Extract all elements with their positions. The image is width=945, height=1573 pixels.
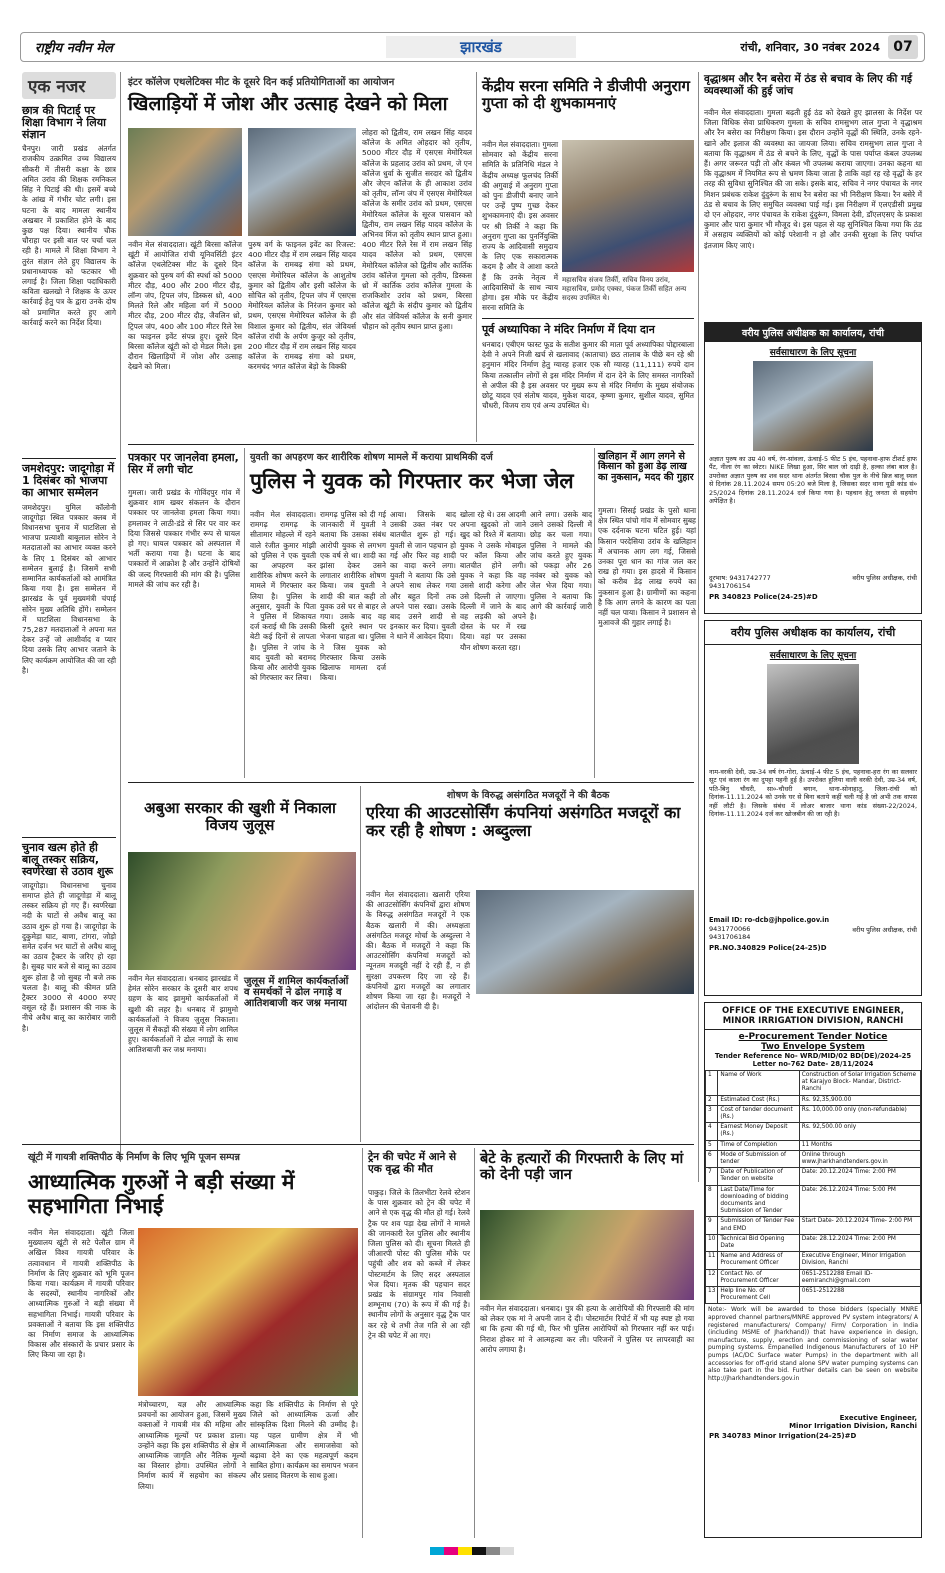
notice2-email: Email ID: ro-dcb@jhpolice.gov.in <box>709 916 830 924</box>
divider <box>22 458 116 459</box>
tender-cell: Start Date- 20.12.2024 Time- 2:00 PM <box>799 1217 920 1234</box>
fire-headline: खलिहान में आग लगने से किसान को हुआ डेढ़ लाख का नुकसान, मदद की गुहार <box>598 451 694 483</box>
tender-notice <box>704 1002 922 1538</box>
tender-cell: 0651-2512288 <box>799 1287 920 1304</box>
youth-col5: आने लगा। उसके बाद उसने उसको दिल्ली में छोड़ कर चला गया। पुलिस ने मामले की जांच करते हुए युवक को पकड़ा और 26 नवंबर को युवक को जेल भेज दिया गया। पुलिस ने बताया कि आगे की कार्रवाई जारी है। <box>530 510 592 622</box>
abua-body: नवीन मेल संवाददाता। धनबाद झारखंड में हेमंत सोरेन सरकार के दूसरी बार शपथ ग्रहण के बाद झामुमो कार्यकर्ताओं में खुशी की लहर है। धनबाद में झामुमो कार्यकर्ताओं ने विजय जुलूस निकाला। जुलूस में सैकड़ों की संख्या में लोग शामिल हुए। कार्यकर्ताओं ने ढोल नगाड़ों के साथ आतिशबाजी कर जश्न मनाया। <box>128 974 238 1055</box>
column-divider <box>362 1148 363 1538</box>
notice2-sub: सर्वसाधारण के लिए सूचना <box>769 651 857 661</box>
divider <box>128 782 694 783</box>
tender-row <box>706 1252 921 1269</box>
tender-cell: Rs. 92,35,900.00 <box>799 1095 920 1105</box>
tender-cell: Help line No. of Procurement Cell <box>718 1287 799 1304</box>
youth-col3: आया। जिसके बाद उसकी उक्त नंबर पर बातचीत शुरू हो गई। युवती से जान पहचान हो गई और फिर वह शादी का वादा करने लगा। युवती ने बताया कि उसे अपने साथ लेकर गया और बहुत दिनों तक अपने पास रखा। उसके बाद उसने शादी से इनकार कर दिया। युवती ने थाने में आवेदन दिया। <box>390 510 456 642</box>
masthead: राष्ट्रीय नवीन मेल <box>35 41 113 56</box>
tender-cell: 4 <box>706 1123 718 1140</box>
tender-cell: Name and Address of Procurement Officer <box>718 1252 799 1269</box>
divider <box>22 1144 694 1145</box>
outsourcing-headline: एरिया की आउटसोर्सिंग कंपनियां असंगठित मजदूरों का कर रही है शोषण : अब्दुल्ला <box>366 803 681 840</box>
oldage-body: नवीन मेल संवाददाता। गुमला बढ़ती हुई ठंड को देखते हुए झालसा के निर्देश पर जिला विधिक सेवा प्राधिकरण गुमला के सचिव रामसुभग लाल गुप्ता ने वृद्धाश्रम और रैन बसेरा का निरीक्षण किया। इस दौरान उन्होंने वृद्धों की स्थिति, उनके रहने-खाने और इलाज की व्यवस्था का जायजा लिया। सचिव रामसुभग लाल गुप्ता ने बताया कि वृद्धाश्रम में ठंड से बचने के लिए, वृद्धों के पास पर्याप्त कंबल उपलब्ध हैं। अगर जरूरत पड़ी तो और कंबल भी उपलब्ध कराया जाएगा। उनका कहना था कि वृद्धाश्रम में नियमित रूप से भ्रमण किया जाता है ताकि वहां रह रहे वृद्धों के हर तरह की सुविधा सुनिश्चित की जा सके। इसके बाद, सचिव ने नगर पंचायत के नगर मिशन प्रबंधक राकेश दुंदुरूंग के साथ रैन बसेरा का भी निरीक्षण किया। रैन बसेरे में ठंड से बचाव के लिए समुचित व्यवस्था पाई गई। इस निरीक्षण में एलएडीसी प्रमुख दो एन ओहदार, नगर पंचायत के राकेश दुंदुरूंग, विमला देवी, डॉएलएसए के प्रकाश कुमार और पारा कुमार भी मौजूद थे। इस पहल से यह सुनिश्चित किया गया कि ठंड में असहाय व्यक्तियों को कोई परेशानी न हो और उनकी सुरक्षा के लिए पर्याप्त इंतजाम किए जाएं। <box>704 108 922 250</box>
gayatri-col2: मंत्रोच्चारण, यज्ञ और आध्यात्मिक प्रवचनों का आयोजन हुआ, जिसमें मुख्य वक्ताओं ने गायत्री मंत्र की महिमा और आध्यात्मिक मूल्यों पर प्रकाश डाला। उन्होंने कहा कि इस शक्तिपीठ से क्षेत्र में आध्यात्मिक जागृति और नैतिक मूल्यों का विस्तार होगा। उपस्थित लोगों ने निर्माण कार्य में सहयोग का संकल्प लिया। <box>138 1400 246 1491</box>
color-registration <box>430 1547 514 1555</box>
notice2-org: वरीय पुलिस अधीक्षक का कार्यालय, रांची <box>705 621 921 645</box>
temple-body: धनबाद। एबीएम फास्ट फूड के सतीश कुमार की माता पूर्व अध्यापिका पोद्दारबाला देवी ने अपने निजी खर्च से खलावाद (काताचा) छठ तालाब के पीछे बन रहे श्री हनुमान मंदिर निर्माण हेतु ग्यारह हजार एक सौ ग्यारह (11,111) रुपये दान किया तत्कालीन लोगों से इस मंदिर निर्माण में दान देने के लिए समस्त नागरिकों से अपील की है इस अवसर पर मुख्य रूप से मंदिर निर्माण के मुख्य संयोजक छोटू यादव एवं संतोष यादव, मुकेश यादव, कृष्णा कुमार, सुशील यादव, सुमित चौधरी, विजय राय एवं अन्य उपस्थित थे। <box>482 340 694 411</box>
tender-cell: Estimated Cost (Rs.) <box>718 1095 799 1105</box>
tender-cell: Rs. 10,000.00 only (non-refundable) <box>799 1105 920 1122</box>
tender-row <box>706 1287 921 1304</box>
athletics-kicker: इंटर कॉलेज एथलेटिक्स मीट के दूसरे दिन कई प्रतियोगिताओं का आयोजन <box>128 77 395 88</box>
tender-cell: 11 Months <box>799 1140 920 1150</box>
sarna-headline: केंद्रीय सरना समिति ने डीजीपी अनुराग गुप्ता को दी शुभकामनाएं <box>482 77 691 112</box>
tender-row <box>706 1234 921 1251</box>
column-divider <box>476 72 477 442</box>
tender-cell: Submission of Tender Fee and EMD <box>718 1217 799 1234</box>
column-divider <box>244 448 245 778</box>
brief-2-body: जमशेदपुर। युमिल कॉलोनी जादूगोड़ा स्थित पत्रकार क्लब में विधानसभा चुनाव में घाटशिला से भाजपा प्रत्याशी बाबूलाल सोरेन ने मतदाताओं का आभार व्यक्त करने के लिए 1 दिसंबर को आभार सम्मेलन बुलाई है। जिसमें सभी सम्मानित कार्यकर्ताओं को आमंत्रित किया गया है। इस सम्मेलन में झारखंड के पूर्व मुख्यमंत्री चंपाई सोरेन मुख्य अतिथि होंगे। सम्मेलन में घाटशिला विधानसभा के 75,287 मतदाताओं ने अपना मत देकर उन्हें जो आशीर्वाद व प्यार दिया उसके लिए आभार जताने के लिए कार्यक्रम आयोजित की जा रही है। <box>22 502 116 675</box>
tender-cell: 0651-2512288 Email ID- eemiranchi@gmail.com <box>799 1269 920 1286</box>
tender-cell: Rs. 92,500.00 only <box>799 1123 920 1140</box>
train-headline: ट्रेन की चपेट में आने से एक वृद्ध की मौत <box>368 1151 457 1175</box>
tender-row <box>706 1150 921 1167</box>
tender-cell: Last Date/Time for downloading of bidding documents and Submission of Tender <box>718 1185 799 1217</box>
notice1-pr: PR 340823 Police(24-25)#D <box>709 593 818 601</box>
gayatri-col1: नवीन मेल संवाददाता। खूंटी जिला मुख्यालय खूंटी से सटे पेलौल ग्राम में अखिल विश्व गायत्री परिवार के तत्वावधान में गायत्री शक्तिपीठ के निर्माण के लिए शुक्रवार को भूमि पूजन किया गया। कार्यक्रम में गायत्री परिवार के सदस्यों, स्थानीय नागरिकों और आध्यात्मिक गुरुओं ने बड़ी संख्या में सहभागिता निभाई। गायत्री परिवार के प्रवक्ताओं ने बताया कि इस शक्तिपीठ का निर्माण समाज के आध्यात्मिक विकास और संस्कारों के प्रचार प्रसार के लिए किया जा रहा है। <box>28 1228 134 1360</box>
notice2-pr: PR.NO.340829 Police(24-25)D <box>709 944 827 952</box>
tender-row <box>706 1071 921 1096</box>
tender-title: e-Procurement Tender Notice <box>738 1032 888 1042</box>
youth-col1: नवीन मेल संवाददाता। रामगढ़ रामगढ़ के सीतामार मोहल्ले में रहने वाले रंजीत कुमार मांझी को पुलिस ने एक युवती का अपहरण कर शारीरिक शोषण करने के मामले में गिरफ्तार कर लिया है। पुलिस के अनुसार, युवती के पिता ने पुलिस में शिकायत दर्ज कराई थी कि उसकी बेटी कई दिनों से लापता है। पुलिस ने जांच के बाद युवती को बरामद किया और आरोपी युवक को गिरफ्तार कर लिया। <box>250 510 316 683</box>
tender-row <box>706 1140 921 1150</box>
tender-cell: Mode of Submission of tender <box>718 1150 799 1167</box>
athletics-photo <box>128 128 242 236</box>
notice1-contact: दूरभाष: 9431742777 <box>709 574 771 582</box>
tender-cell: 9 <box>706 1217 718 1234</box>
tender-letter: Letter no-762 Date- 28/11/2024 <box>752 1060 874 1068</box>
tender-cell: Construction of Solar Irrigation Scheme at Karajyo Block- Mandar, District- Ranchi <box>799 1071 920 1096</box>
notice1-photo <box>753 361 873 451</box>
tender-cell: Date of Publication of Tender on website <box>718 1168 799 1185</box>
tender-ref: Tender Reference No- WRD/MID/02 BD(DE)/2024-25 <box>714 1052 912 1060</box>
notice1-body: अज्ञात पुरुष का उम्र 40 वर्ष, रंग-सांवला, ऊंचाई-5 फीट 5 इंच, पहनावा-हाफ टीशर्ट हाफ पैंट, नीला रंग का स्वेटर। NIKE लिखा हुआ, सिर बाल जो दाढ़ी है, हल्का लंबा बाल है। उपरोक्त अज्ञात पुरुष का शव सदर थाना अंतर्गत बिरसा चौक पुल के नीचे ब्रिज बालू स्थल से दिनांक 28.11.2024 समय 05:20 बजे मिला है, जिसका सदर थाना यूडी कांड सं० 25/2024 दिनांक 28.11.2024 दर्ज किया गया है। पहचान हेतु जनता से सहयोग अपेक्षित है। <box>709 455 917 506</box>
tender-row <box>706 1168 921 1185</box>
divider <box>22 837 116 838</box>
notice1-contact: 9431706154 <box>709 582 751 590</box>
sarna-caption: महासचिव संजय तिर्की, सचिव विनय उरांव, महासचिव, प्रमोद एक्का, पंकज तिर्की सहित अन्य सदस्य उपस्थित थे। <box>562 276 687 302</box>
son-photo <box>480 1210 694 1300</box>
son-body: नवीन मेल संवाददाता। धनबाद। पुत्र की हत्या के आरोपियों की गिरफ्तारी की मांग को लेकर एक मां ने अपनी जान दे दी। पोस्टमार्टम रिपोर्ट में भी यह स्पष्ट हो गया था कि हत्या की गई थी, फिर भी पुलिस आरोपियों को गिरफ्तार नहीं कर पाई। निराश होकर मां ने आत्महत्या कर ली। परिजनों ने पुलिस पर लापरवाही का आरोप लगाया है। <box>480 1304 694 1354</box>
oldage-headline: वृद्धाश्रम और रैन बसेरा में ठंड से बचाव के लिए की गई व्यवस्थाओं की हुई जांच <box>704 73 913 97</box>
tender-cell: 7 <box>706 1168 718 1185</box>
tender-cell: 8 <box>706 1185 718 1217</box>
tender-cell: Date: 26.12.2024 Time: 5:00 PM <box>799 1185 920 1217</box>
tender-cell: Earnest Money Deposit (Rs.) <box>718 1123 799 1140</box>
gayatri-kicker: खूंटी में गायत्री शक्तिपीठ के निर्माण के लिए भूमि पूजन सम्पन्न <box>28 1152 240 1163</box>
tender-cell: Date: 20.12.2024 Time: 2:00 PM <box>799 1168 920 1185</box>
youth-headline: पुलिस ने युवक को गिरफ्तार कर भेजा जेल <box>250 469 574 493</box>
tender-note: Note:- Work will be awarded to those bidders (specially MNRE approved channel partners/MNRE approved PV system integrators/ A registered manufacturers/ Company/ Firm/ Corporation in India (including MSME of Jharkhand)) that have experience in design, manufacture, supply, erection and commissioning of solar water pumping systems. Empanelled Indigenous Manufacturers of 10 HP pumps (AC/DC Surface water Pumps) in the department with all accessories for off-grid stand alone SPV water pumping systems can also take part in the bid. Further details can be seen on website http://jharkhandtenders.gov.in <box>708 1306 918 1382</box>
tender-row <box>706 1123 921 1140</box>
gayatri-col3: कहा कि शक्तिपीठ के निर्माण से पूरे जिले को आध्यात्मिक ऊर्जा और सांस्कृतिक दिशा मिलने की उम्मीद है। यह पहल ग्रामीण क्षेत्र में भी आध्यात्मिकता और समाजसेवा को बढ़ावा देने का एक महत्वपूर्ण कदम साबित होगा। कार्यक्रम का समापन भजन और प्रसाद वितरण के साथ हुआ। <box>250 1400 358 1481</box>
brief-1-body: चैनपुर। जारी प्रखंड अंतर्गत राजकीय उत्क्रमित उच्च विद्यालय सीकरी में तीसरी कक्षा के छात्र अमित उरांव की शिक्षक रमनिकल सिंह ने पिटाई की थी। इसमें बच्चे के आंख में गंभीर चोट लगी। इस घटना के बाद मामला स्थानीय अखबार में प्रकाशित होने के बाद कुछ पक्ष दिया। स्थानीय चौक चौराहा पर इसी बात पर चर्चा चल रही है। मामले में शिक्षा विभाग ने तुरंत संज्ञान लेते हुए विद्यालय के प्रधानाध्यापक को फटकार भी लगाई है। जिला शिक्षा पदाधिकारी कविता खलखो ने शिक्षक के ऊपर कार्रवाई हेतु पत्र के द्वारा उनके दोष को प्रमाणित करते हुए आगे कार्रवाई करने का निर्देश दिया। <box>22 144 116 327</box>
tender-office: OFFICE OF THE EXECUTIVE ENGINEER, MINOR IRRIGATION DIVISION, RANCHI <box>705 1003 921 1030</box>
tender-cell: 11 <box>706 1252 718 1269</box>
tender-cell: 13 <box>706 1287 718 1304</box>
tender-row <box>706 1185 921 1217</box>
athletics-col2: पुरुष वर्ग के फाइनल इवेंट का रिजल्ट: 400 मीटर दौड़ में राम लखन सिंह यादव कॉलेज के रामबढ़ संगा को प्रथम, एसएस मेमोरियल कॉलेज के आशुतोष कुमार को द्वितीय और इसी कॉलेज के सोचित को तृतीय, ट्रिपल जंप में एसएस मेमोरियल कॉलेज के निरंजन कुमार को प्रथम, एसएस मेमोरियल कॉलेज के ही विशाल कुमार को द्वितीय, संत जेवियर्स कॉलेज रांची के अर्पण कुजूर को तृतीय, 200 मीटर दौड़ में राम लखन सिंह यादव कॉलेज के रामबढ़ संगा को प्रथम, करमचंद भगत कॉलेज बेड़ो के विक्की <box>248 240 356 372</box>
tender-table <box>705 1070 921 1304</box>
registration-bar <box>22 1546 922 1556</box>
police-notice-1 <box>704 322 922 614</box>
tender-cell: 1 <box>706 1071 718 1096</box>
divider <box>128 444 694 445</box>
tender-cell: Executive Engineer, Minor Irrigation Division, Ranchi <box>799 1252 920 1269</box>
divider <box>482 318 694 319</box>
tender-row <box>706 1217 921 1234</box>
notice2-contact: 9431770066 <box>709 925 751 933</box>
gayatri-photo <box>138 1228 358 1396</box>
section-label: झारखंड <box>386 36 576 58</box>
abua-photo <box>128 852 356 970</box>
youth-kicker: युवती का अपहरण कर शारीरिक शोषण मामले में कराया प्राथमिकी दर्ज <box>250 452 493 463</box>
sarna-story <box>482 78 694 111</box>
brief-3-title: चुनाव खत्म होते ही बालू तस्कर सक्रिय, स्वर्णरेखा से उठाव शुरू <box>22 840 114 878</box>
column-divider <box>120 72 121 1162</box>
date-line: रांची, शनिवार, 30 नवंबर 2024 <box>740 40 880 54</box>
brief-3-body: जादूगोड़ा। विधानसभा चुनाव समाप्त होते ही जादूगोड़ा में बालू तस्कर सक्रिय हो गए हैं। स्वर्णरेखा नदी के घाटों से अवैध बालू का उठाव शुरू हो गया है। जादूगोड़ा के दुकुमेड़ा घाट, बाणा, टांगरा, जोड़ो समेत दर्जन भर घाटों से अवैध बालू का उठाव ट्रैक्टर के जरिए हो रहा है। सुबह चार बजे से बालू का उठाव शुरू होता है जो सुबह नौ बजे तक चलता है। बालू की कीमत प्रति ट्रैक्टर 3000 से 4000 रुपए वसूल रहे हैं। प्रशासन की नाक के नीचे अवैध बालू का कारोबार जारी है। <box>22 880 116 1033</box>
fire-body: गुमला। सिसई प्रखंड के पुसो थाना क्षेत्र स्थित पांचो गांव में सोमवार सुबह एक दर्दनाक घटना घटित हुई। यहां किसान परदेसिया उरांव के खलिहान में अचानक आग लग गई, जिससे उनका पूरा धान का गांज जल कर राख हो गया। इस हादसे में किसान को करीब डेढ़ लाख रुपये का नुकसान हुआ है। ग्रामीणों का कहना है कि आग लगने के कारण का पता नहीं चल पाया। किसान ने प्रशासन से मुआवजे की गुहार लगाई है। <box>598 506 696 628</box>
tender-cell: 6 <box>706 1150 718 1167</box>
athletics-col1: नवीन मेल संवाददाता। खूंटी बिरसा कॉलेज खूंटी में आयोजित रांची यूनिवर्सिटी इंटर कॉलेज एथलेटिक्स मीट के दूसरे दिन शुक्रवार को पुरुष वर्ग की स्पर्धा को 5000 मीटर दौड़, 400 और 200 मीटर दौड़, लॉन्ग जंप, ट्रिपल जंप, डिस्कस थ्रो, 400 मिलते रिले और महिला वर्ग में 5000 मीटर दौड़, 200 मीटर दौड़, जैवलिन थ्रो, ट्रिपल जंप, 400 और 100 मीटर रिले रेस का फाइनल इवेंट संपन्न हुए। दूसरे दिन बिरसा कॉलेज खूंटी को दो मेडल मिले। इस दौरान खिलाड़ियों में जोश और उत्साह देखने को मिला। <box>128 240 242 372</box>
temple-headline: पूर्व अध्यापिका ने मंदिर निर्माण में दिया दान <box>482 323 655 336</box>
tender-sign-name: Executive Engineer, <box>839 1414 917 1423</box>
tender-sub: Two Envelope System <box>761 1042 865 1052</box>
ek-nazar-column <box>22 72 116 1162</box>
youth-col4: खोला रहे थे। उस आदमी अपना खुदको तो जाने खुद को रिश्ते में बताया। युवक ने उसके मोबाइल पर कॉल किया और बातचीत होने लगी। युवक ने कहा कि वह उससे शादी करेगा और उसे दिल्ली ले जाएगा। दिल्ली में जाने के बाद वह लड़की को अपने दोस्त के घर में रख दिया। वहां पर उसका यौन शोषण करता रहा। <box>460 510 526 652</box>
athletics-photo-2 <box>248 128 356 236</box>
journalist-headline: पत्रकार पर जानलेवा हमला, सिर में लगी चोट <box>128 451 239 477</box>
athletics-story <box>128 74 468 115</box>
outsourcing-kicker: शोषण के विरुद्ध असंगठित मजदूरों ने की बैठक <box>446 790 610 801</box>
train-body: पाकुड़। जिले के तिलभीटा रेलवे स्टेशन के पास शुक्रवार को ट्रेन की चपेट में आने से एक वृद्ध की मौत हो गई। रेलवे ट्रैक पर शव पड़ा देख लोगों ने मामले की जानकारी रेल पुलिस और स्थानीय जिला पुलिस को दी। सूचना मिलते ही जीआरपी पोस्ट की पुलिस मौके पर पहुंची और शव को कब्जे में लेकर पोस्टमार्टम के लिए सदर अस्पताल भेज दिया। मृतक की पहचान सदर प्रखंड के संग्रामपुर गांव निवासी शम्भूनाथ (70) के रूप में की गई है। स्थानीय लोगों के अनुसार वृद्ध ट्रैक पार कर रहे थे तभी तेज गति से आ रही ट्रेन की चपेट में आ गए। <box>368 1188 470 1340</box>
tender-row <box>706 1095 921 1105</box>
notice2-photo <box>767 664 859 764</box>
tender-cell: Time of Completion <box>718 1140 799 1150</box>
son-headline: बेटे के हत्यारों की गिरफ्तारी के लिए मां को देनी पड़ी जान <box>480 1151 684 1183</box>
column-divider <box>360 786 361 1142</box>
gayatri-headline: आध्यात्मिक गुरुओं ने बड़ी संख्या में सहभागिता निभाई <box>28 1170 295 1219</box>
outsourcing-body: नवीन मेल संवाददाता। खलारी एरिया की आउटसोर्सिंग कंपनियों द्वारा शोषण के विरुद्ध असंगठित मजदूरों ने एक बैठक खलारी में की। अध्यक्षता असंगठित मजदूर मोर्चा के अब्दुल्ला ने की। बैठक में मजदूरों ने कहा कि आउटसोर्सिंग कंपनियां मजदूरों को न्यूनतम मजदूरी नहीं दे रही हैं, न ही सुरक्षा उपकरण दिए जा रहे हैं। कंपनियों द्वारा मजदूरों का लगातार शोषण किया जा रहा है। मजदूरों ने आंदोलन की चेतावनी दी है। <box>366 890 470 1012</box>
abua-headline: अबुआ सरकार की खुशी में निकाला विजय जुलूस <box>144 799 336 834</box>
tender-cell: Online through www.jharkhandtenders.gov.in <box>799 1150 920 1167</box>
tender-row <box>706 1269 921 1286</box>
tender-sign-office: Minor Irrigation Division, Ranchi <box>789 1422 917 1431</box>
outsourcing-photo <box>476 890 694 994</box>
notice1-org: वरीय पुलिस अधीक्षक का कार्यालय, रांची <box>705 323 921 342</box>
notice2-body: नाम-वरकी देवी, उम्र-34 वर्ष रंग-गोरा, ऊंचाई-4 फीट 5 इंच, पहनावा-हरा रंग का सलवार सूट एवं काला रंग का दुपट्टा पहनी हुई है। उपरोक्त हुलिया वाली वरकी देवी, उम्र-34 वर्ष, पति-बिनु चौधरी, सा०-चौधरी बगान, थाना-सोनाहातु, जिला-रांची को दिनांक-11.11.2024 को उनके घर से बिना बताये कहीं चली गई है जो अभी तक वापस नहीं लौटी है। जिसके संबंध में लोअर बाजार थाना कांड संख्या-22/2024, दिनांक-11.11.2024 दर्ज कर खोजबीन की जा रही है। <box>709 768 917 819</box>
brief-1-title: छात्र की पिटाई पर शिक्षा विभाग ने लिया संज्ञान <box>22 104 106 142</box>
notice2-contact: 9431706184 <box>709 933 751 941</box>
tender-cell: Technical Bid Opening Date <box>718 1234 799 1251</box>
tender-cell: Date: 28.12.2024 Time: 2:00 PM <box>799 1234 920 1251</box>
athletics-col3: लोहरा को द्वितीय, राम लखन सिंह यादव कॉलेज के अमित ओहदार को तृतीय, 5000 मीटर दौड़ में एसएस मेमोरियल कॉलेज के प्रहलाद उरांव को प्रथम, जे एन कॉलेज धुर्वा के सुजीत सरदार को द्वितीय और जेएन कॉलेज के ही आकाश उरांव को तृतीय, लॉन्ग जंप में एसएस मेमोरियल कॉलेज के समीर उरांव को प्रथम, एसएस मेमोरियल कॉलेज के सूरज पासवान को द्वितीय, राम लखन सिंह यादव कॉलेज के अभिनव मिंज को तृतीय स्थान प्राप्त हुआ। 400 मीटर रिले रेस में राम लखन सिंह यादव कॉलेज को प्रथम, एसएस मेमोरियल कॉलेज को द्वितीय और कार्तिक उरांव कॉलेज गुमला को तृतीय, डिस्कस थ्रो में कार्तिक उरांव कॉलेज गुमला के राजकिशोर उरांव को प्रथम, बिरसा कॉलेज खूंटी के संदीप कुमार को द्वितीय और संत जेवियर्स कॉलेज के सनी कुमार चौहान को तृतीय स्थान प्राप्त हुआ। <box>362 128 472 331</box>
tender-cell: 3 <box>706 1105 718 1122</box>
page-header <box>20 32 925 62</box>
sarna-photo <box>562 140 694 272</box>
tender-cell: 5 <box>706 1140 718 1150</box>
sarna-body: नवीन मेल संवाददाता। गुमला सोमवार को केंद्रीय सरना समिति के प्रतिनिधि मंडल ने केंद्रीय अध्यक्ष फूलचंद तिर्की की अगुवाई में अनुराग गुप्ता को पुनः डीजीपी बनाए जाने पर उन्हें पुष्प गुच्छ देकर शुभकामनाएं दी। इस अवसर पर श्री तिर्की ने कहा कि अनुराग गुप्ता का पुनर्नियुक्ति राज्य के आदिवासी समुदाय के लिए एक सकारात्मक कदम है और वे आशा करते हैं कि उनके नेतृत्व में आदिवासियों के साथ न्याय होगा। इस मौके पर केंद्रीय सरना समिति के <box>482 140 558 313</box>
tender-cell: Contact No. of Procurement Officer <box>718 1269 799 1286</box>
column-divider <box>594 448 595 778</box>
journalist-body: गुमला। जारी प्रखंड के गोविंदपुर गांव में शुक्रवार शाम खबर संकलन के दौरान पत्रकार पर जानलेवा हमला किया गया। हमलावर ने लाठी-डंडे से सिर पर वार कर दिया जिससे पत्रकार गंभीर रूप से घायल हो गए। घायल पत्रकार को अस्पताल में भर्ती कराया गया है। घटना के बाद पत्रकारों में आक्रोश है और उन्होंने दोषियों की जल्द गिरफ्तारी की मांग की है। पुलिस मामले की जांच कर रही है। <box>128 488 240 589</box>
police-notice-2 <box>704 620 922 996</box>
athletics-headline: खिलाड़ियों में जोश और उत्साह देखने को मिला <box>128 93 448 115</box>
column-divider <box>698 72 699 1182</box>
tender-row <box>706 1105 921 1122</box>
abua-subhead: जुलूस में शामिल कार्यकर्ताओं व समर्थकों ने ढोल नगाड़े व आतिशबाजी कर जश्न मनाया <box>244 976 349 1009</box>
brief-2-title: जमशेदपुर: जादूगोड़ा में 1 दिसंबर को भाजपा का आभार सम्मेलन <box>22 462 115 500</box>
tender-cell: Cost of tender document (Rs.) <box>718 1105 799 1122</box>
tender-cell: Name of Work <box>718 1071 799 1096</box>
tender-cell: 12 <box>706 1269 718 1286</box>
notice1-sub: सर्वसाधारण के लिए सूचना <box>769 348 857 358</box>
youth-col2: रामगढ़ पुलिस को दी गई जानकारी में युवती ने बताया कि उसका संबंध आरोपी युवक से लगभग एक वर्ष से था। शादी का झांसा देकर उसने लगातार शारीरिक शोषण किया। जब युवती ने शादी की बात कही तो युवक उसे घर से बाहर ले गया। उसके बाद वह किसी दूसरे स्थान पर भेजना चाहता था। पुलिस ने जिस युवक को गिरफ्तार किया उसके खिलाफ मामला दर्ज किया। <box>320 510 386 683</box>
page-number: 07 <box>888 35 918 59</box>
ek-nazar-label: एक नजर <box>22 72 116 99</box>
notice2-sign: वरीय पुलिस अधीक्षक, रांची <box>852 926 917 934</box>
column-divider <box>474 1148 475 1538</box>
tender-cell: 2 <box>706 1095 718 1105</box>
notice1-sign: वरीय पुलिस अधीक्षक, रांची <box>852 574 917 582</box>
tender-cell: 10 <box>706 1234 718 1251</box>
tender-pr: PR 340783 Minor Irrigation(24-25)#D <box>709 1432 857 1441</box>
